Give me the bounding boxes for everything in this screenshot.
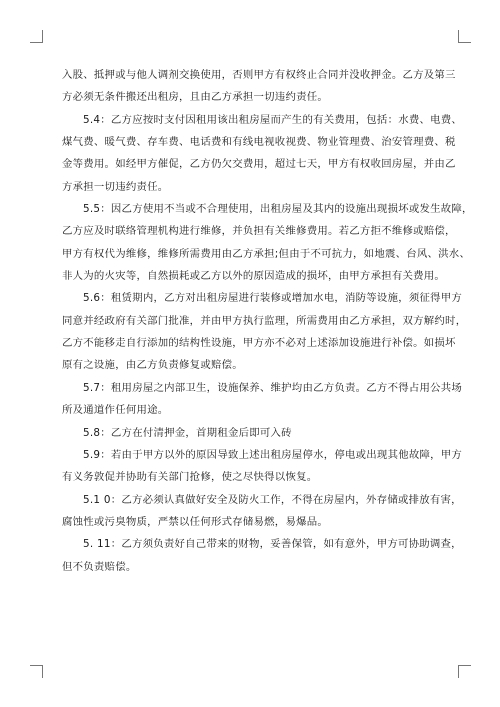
text-line: 5.1 0：乙方必须认真做好安全及防火工作，不得在房屋内，外存储或排放有害， (83, 493, 462, 506)
text-line: 5. 11：乙方须负责好自己带来的财物，妥善保管，如有意外，甲方可协助调查， (83, 538, 462, 551)
text-line: 5.5：因乙方使用不当或不合理使用，出租房屋及其内的设施出现损坏或发生故障， (83, 203, 473, 216)
crop-mark-bottom-left (30, 665, 43, 678)
paragraph-continuation (62, 64, 456, 109)
text-line: 5.8：乙方在付清押金，首期租金后即可入砖 (83, 426, 292, 439)
text-line: 5.7：租用房屋之内部卫生，设施保养、维护均由乙方负责。乙方不得占用公共场 (83, 381, 463, 394)
crop-mark-top-left (30, 30, 43, 43)
text-line: 但不负责赔偿。 (62, 560, 137, 573)
crop-mark-top-right (458, 30, 471, 43)
clause-5-4 (62, 109, 463, 198)
text-line: 非人为的火灾等，自然损耗或乙方以外的原因造成的损坏，由甲方承担有关费用。 (62, 270, 446, 283)
text-line: 原有之设施，由乙方负责修复或赔偿。 (62, 359, 243, 372)
document-body (62, 64, 473, 578)
text-line: 入股、抵押或与他人调剂交换使用，否则甲方有权终止合同并没收押金。乙方及第三 (62, 69, 456, 81)
clause-5-11 (62, 533, 462, 578)
clause-5-8 (62, 422, 440, 444)
text-line: 乙方不能移走自行添加的结构性设施，甲方亦不必对上述添加设施进行补偿。如损坏 (62, 337, 456, 350)
text-line: 5.6：租赁期内，乙方对出租房屋进行装修或增加水电，消防等设施，须征得甲方 (83, 292, 463, 305)
clause-5-7 (62, 377, 463, 422)
text-line: 煤气费、暖气费、存车费、电话费和有线电视收视费、物业管理费、治安管理费、税 (62, 136, 456, 149)
clause-5-5 (62, 198, 473, 287)
clause-5-10 (62, 489, 462, 534)
text-line: 所及通道作任何用途。 (62, 404, 169, 417)
clause-5-9 (62, 444, 463, 489)
text-line: 方必须无条件搬还出租房，且由乙方承担一切违约责任。 (62, 91, 329, 104)
text-line: 金等费用。如经甲方催促，乙方仍欠交费用，超过七天，甲方有权收回房屋，并由乙 (62, 158, 456, 171)
clause-5-6 (62, 287, 467, 376)
text-line: 有义务敦促并协助有关部门抢修，使之尽快得以恢复。 (62, 471, 318, 484)
text-line: 5.4：乙方应按时支付因租用该出租房屋而产生的有关费用，包括：水费、电费、 (83, 113, 463, 126)
text-line: 同意并经政府有关部门批准，并由甲方执行监理，所需费用由乙方承担，双方解约时， (62, 314, 467, 327)
text-line: 5.9：若由于甲方以外的原因导致上述出租房屋停水，停电或出现其他故障，甲方 (83, 448, 463, 461)
crop-mark-bottom-right (458, 665, 471, 678)
text-line: 乙方应及时联络管理机构进行维修，并负担有关维修费用。若乙方拒不维修或赔偿， (62, 225, 456, 238)
text-line: 甲方有权代为维修，维修所需费用由乙方承担;但由于不可抗力，如地震、台风、洪水、 (62, 247, 471, 260)
text-line: 腐蚀性或污臭物质，严禁以任何形式存储易燃，易爆品。 (62, 515, 329, 528)
text-line: 方承担一切违约责任。 (62, 180, 169, 193)
